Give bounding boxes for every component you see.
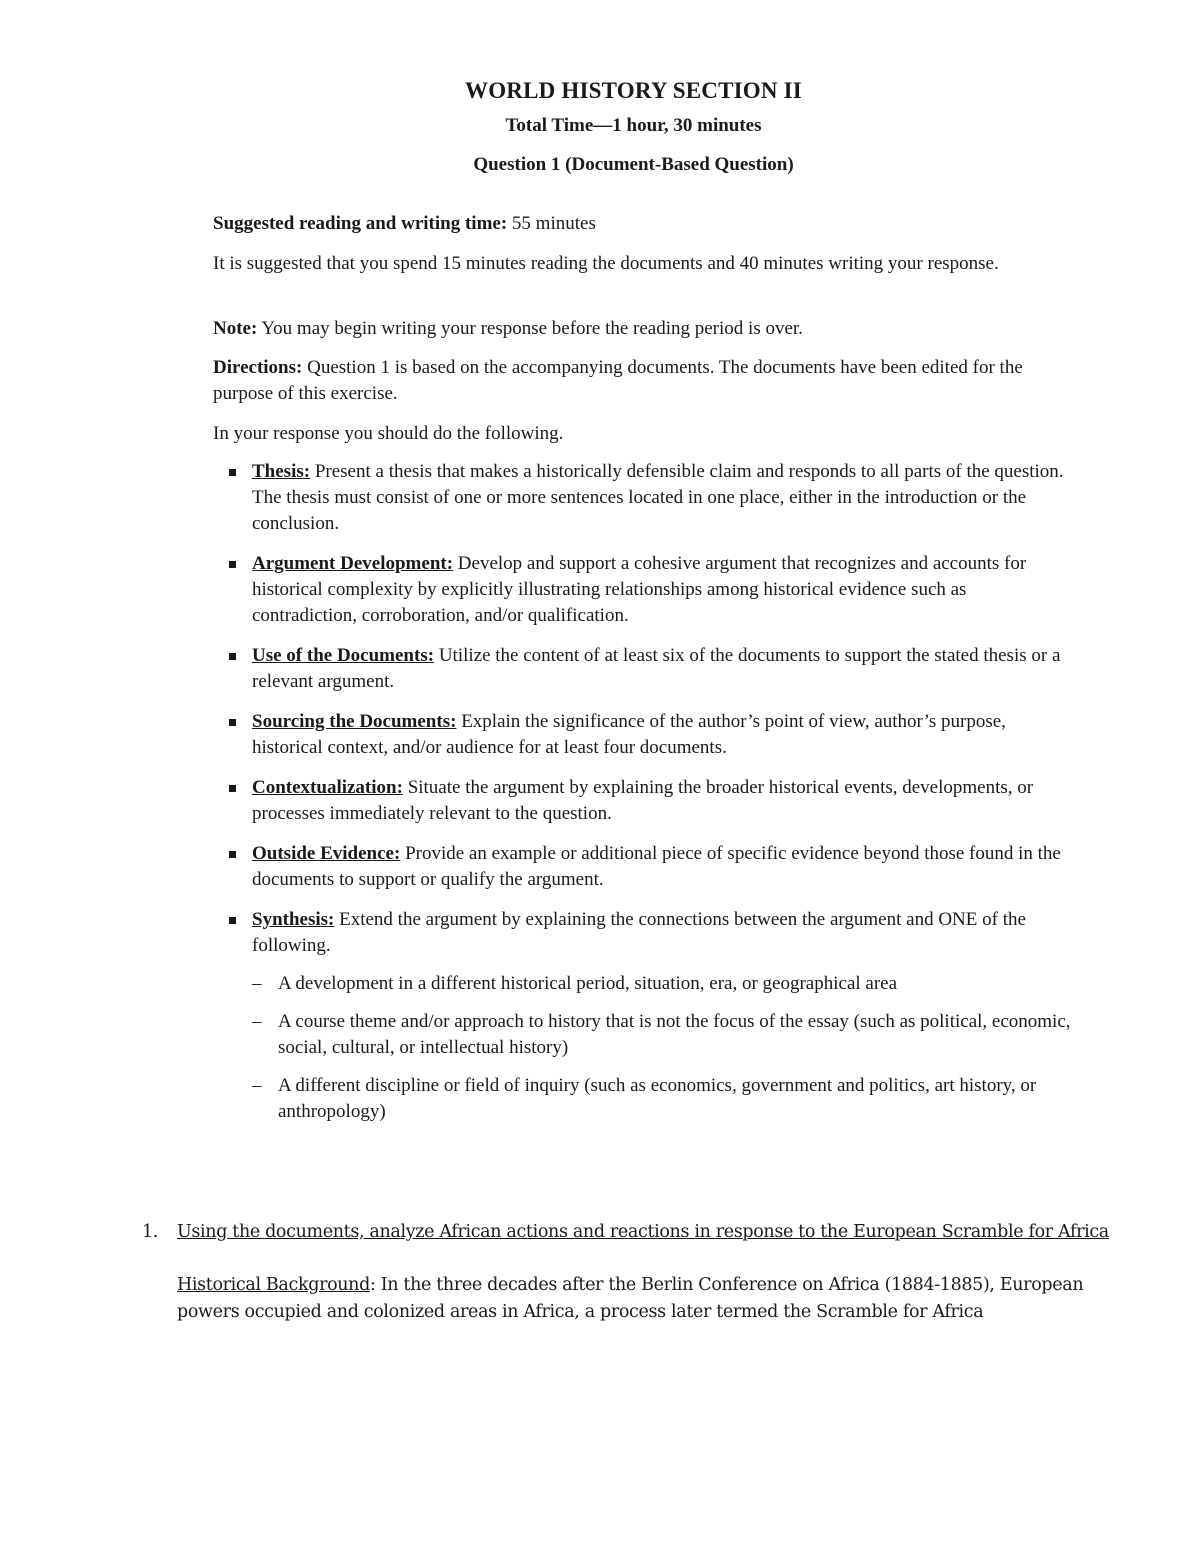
requirement-text: Develop and support a cohesive argument that recognizes and accounts for historical complexity by explicitly illustrating relationships among historical evidence such as contradiction, corroboration, and/or qualification. (252, 553, 1027, 626)
requirements-list (213, 459, 1073, 1139)
synthesis-option-text: A development in a different historical period, situation, era, or geographical area (278, 973, 898, 994)
requirement-text: Provide an example or additional piece of specific evidence beyond those found in the documents to support or qualify the argument. (252, 843, 1061, 890)
square-bullet-icon (229, 719, 236, 726)
synthesis-option-text: A different discipline or field of inquiry (such as economics, government and politics, art history, or anthropology) (278, 1075, 1037, 1122)
directions-paragraph (213, 355, 1063, 407)
synthesis-option (252, 1073, 1073, 1125)
requirement-term: Use of the Documents: (252, 645, 435, 666)
list-item-thesis (213, 459, 1073, 537)
list-item-sourcing (213, 709, 1073, 761)
requirement-text: Present a thesis that makes a historically defensible claim and responds to all parts of the question. The thesis must consist of one or more sentences located in one place, either in the introduction or the conclusion. (252, 461, 1064, 534)
synthesis-option (252, 1009, 1073, 1061)
note-text: You may begin writing your response before the reading period is over. (257, 318, 803, 339)
requirement-text: Extend the argument by explaining the connections between the argument and ONE of the following. (252, 909, 1026, 956)
square-bullet-icon (229, 917, 236, 924)
square-bullet-icon (229, 851, 236, 858)
square-bullet-icon (229, 469, 236, 476)
dash-bullet-icon: – (252, 1075, 262, 1096)
reading-time-label: Suggested reading and writing time: (213, 213, 508, 234)
background-text: : In the three decades after the Berlin Conference on Africa (1884-1885), European powers occupied and colonized areas in Africa, a process later termed the Scramble for Africa (177, 1275, 1084, 1322)
question-text: Using the documents, analyze African actions and reactions in response to the European Scramble for Africa (177, 1222, 1109, 1242)
requirement-term: Contextualization: (252, 777, 403, 798)
directions-label: Directions: (213, 357, 303, 378)
question-heading: Question 1 (Document-Based Question) (473, 154, 794, 175)
list-item-argument-development (213, 551, 1073, 629)
square-bullet-icon (229, 785, 236, 792)
synthesis-option-text: A course theme and/or approach to history that is not the focus of the essay (such as political, economic, social, cultural, or intellectual history) (278, 1011, 1071, 1058)
question-number: 1. (142, 1222, 158, 1242)
list-item-synthesis (213, 907, 1073, 1125)
suggestion-paragraph: It is suggested that you spend 15 minutes reading the documents and 40 minutes writing your response. (213, 253, 999, 274)
historical-background (177, 1272, 1117, 1326)
note-paragraph (213, 316, 1063, 342)
note-label: Note: (213, 318, 258, 339)
requirement-term: Thesis: (252, 461, 311, 482)
list-item-outside-evidence (213, 841, 1073, 893)
square-bullet-icon (229, 561, 236, 568)
requirement-text: Utilize the content of at least six of the documents to support the stated thesis or a relevant argument. (252, 645, 1061, 692)
reading-time-paragraph (213, 211, 1063, 237)
synthesis-options-list (252, 971, 1073, 1125)
requirement-text: Explain the significance of the author’s point of view, author’s purpose, historical context, and/or audience for at least four documents. (252, 711, 1006, 758)
background-label: Historical Background (177, 1275, 370, 1295)
requirement-term: Sourcing the Documents: (252, 711, 457, 732)
requirement-text: Situate the argument by explaining the broader historical events, developments, or processes immediately relevant to the question. (252, 777, 1034, 824)
section-title: WORLD HISTORY SECTION II (465, 78, 802, 103)
list-item-use-of-documents (213, 643, 1073, 695)
dash-bullet-icon: – (252, 973, 262, 994)
reading-time-value: 55 minutes (507, 213, 596, 234)
square-bullet-icon (229, 653, 236, 660)
dash-bullet-icon: – (252, 1011, 262, 1032)
synthesis-option (252, 971, 1073, 997)
requirement-term: Argument Development: (252, 553, 454, 574)
requirement-term: Synthesis: (252, 909, 335, 930)
requirement-term: Outside Evidence: (252, 843, 401, 864)
total-time: Total Time—1 hour, 30 minutes (505, 115, 762, 136)
directions-text: Question 1 is based on the accompanying documents. The documents have been edited for the purpose of this exercise. (213, 357, 1023, 404)
list-item-contextualization (213, 775, 1073, 827)
response-instruction: In your response you should do the following. (213, 423, 564, 444)
